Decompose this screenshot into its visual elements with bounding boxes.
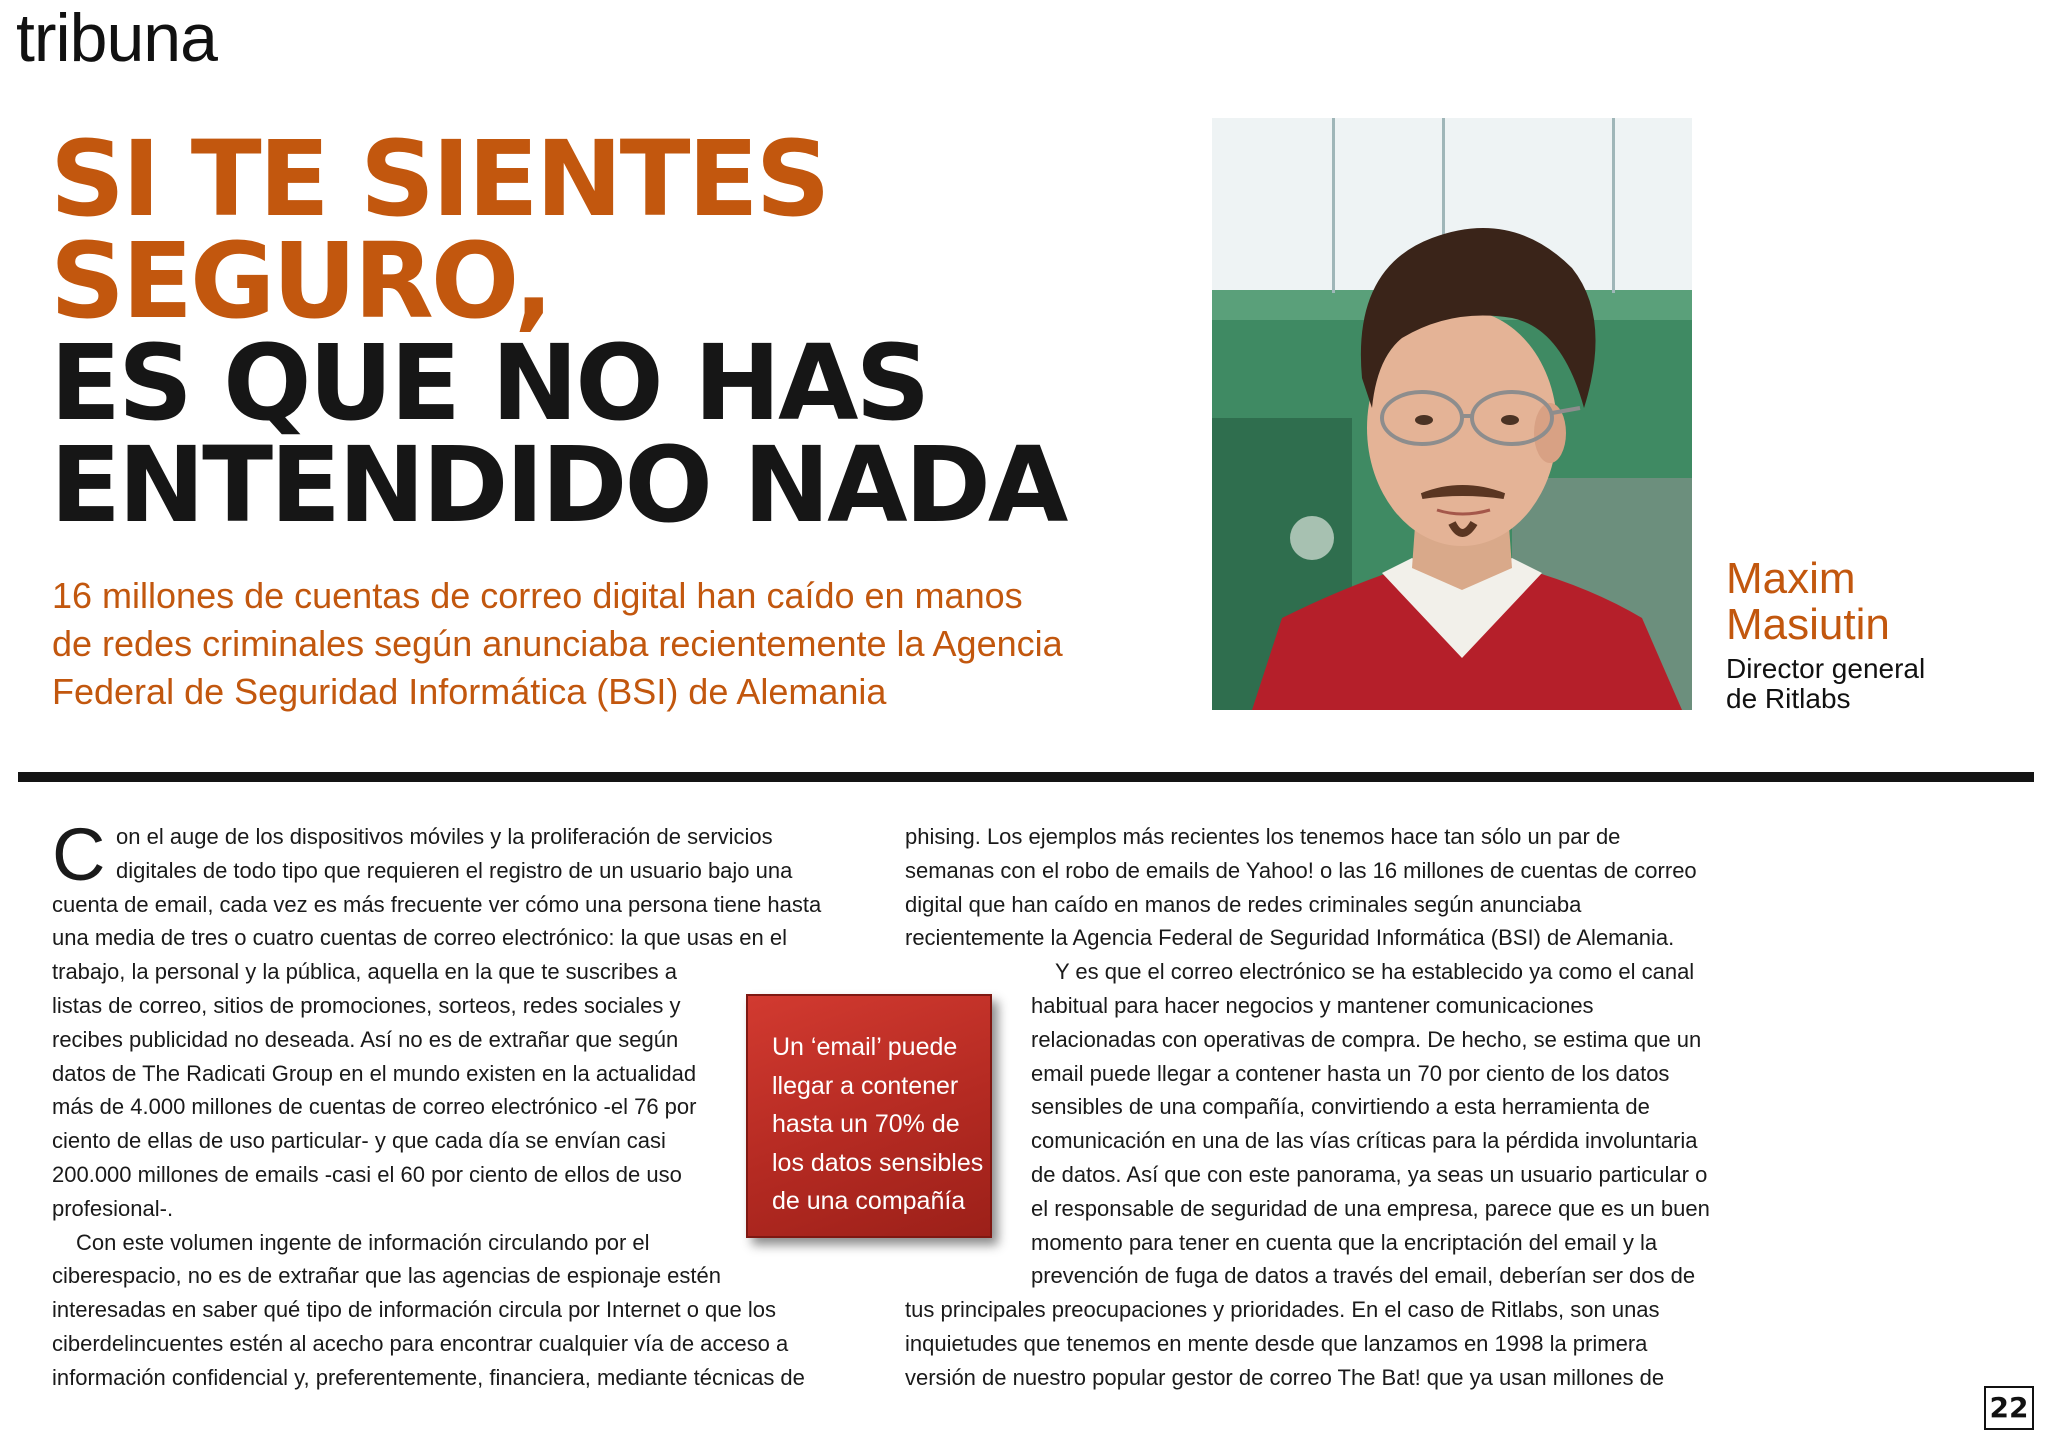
body-line: email puede llegar a contener hasta un 70 por ciento de los datos (1031, 1060, 1670, 1086)
body-line: versión de nuestro popular gestor de correo The Bat! que ya usan millones de (905, 1364, 1665, 1390)
body-line: datos de The Radicati Group en el mundo existen en la actualidad (52, 1060, 697, 1086)
body-line: una media de tres o cuatro cuentas de correo electrónico: la que usas en el (52, 925, 788, 951)
article-deck (52, 572, 1182, 716)
body-line: recientemente la Agencia Federal de Seguridad Informática (BSI) de Alemania. (905, 925, 1675, 951)
body-line: digital que han caído en manos de redes criminales según anunciaba (905, 891, 1582, 917)
headline-line: ENTENDIDO NADA (50, 424, 1066, 546)
body-line: ciento de ellas de uso particular- y que cada día se envían casi (52, 1128, 666, 1154)
author-name (1726, 556, 2026, 648)
section-divider (18, 772, 2034, 782)
deck-line: Federal de Seguridad Informática (BSI) de Alemania (52, 671, 887, 712)
body-line: 200.000 millones de emails -casi el 60 por ciento de ellos de uso (52, 1161, 682, 1187)
body-line: más de 4.000 millones de cuentas de correo electrónico -el 76 por (52, 1094, 697, 1120)
author-role (1726, 654, 2026, 714)
body-line: inquietudes que tenemos en mente desde que lanzamos en 1998 la primera (905, 1330, 1648, 1356)
pull-quote-line: de una compañía (772, 1187, 966, 1215)
body-line: tus principales preocupaciones y prioridades. En el caso de Ritlabs, son unas (905, 1297, 1660, 1323)
headline-line: SI TE SIENTES (50, 118, 828, 240)
body-line: profesional-. (52, 1195, 174, 1221)
body-line: comunicación en una de las vías críticas para la pérdida involuntaria (1031, 1128, 1698, 1154)
deck-line: de redes criminales según anunciaba recientemente la Agencia (52, 623, 1063, 664)
body-line: ciberdelincuentes estén al acecho para encontrar cualquier vía de acceso a (52, 1330, 789, 1356)
deck-line: 16 millones de cuentas de correo digital han caído en manos (52, 575, 1023, 616)
body-column-left (52, 813, 822, 1395)
author-name-line: Masiutin (1726, 600, 1890, 649)
body-line: semanas con el robo de emails de Yahoo! o las 16 millones de cuentas de correo (905, 857, 1697, 883)
author-role-line: de Ritlabs (1726, 683, 1851, 714)
body-line: recibes publicidad no deseada. Así no es de extrañar que según (52, 1026, 679, 1052)
author-byline (1726, 556, 2026, 714)
pull-quote-line: Un ‘email’ puede (772, 1033, 958, 1061)
author-name-line: Maxim (1726, 554, 1856, 603)
body-line: el responsable de seguridad de una empresa, parece que es un buen (1031, 1195, 1710, 1221)
body-column-right (905, 820, 1710, 1395)
body-line: Con este volumen ingente de información circulando por el (76, 1229, 650, 1255)
headline-line: ES QUE NO HAS (50, 322, 928, 444)
drop-cap: C (52, 813, 106, 896)
body-line: ciberespacio, no es de extrañar que las agencias de espionaje estén (52, 1263, 722, 1289)
body-line: habitual para hacer negocios y mantener comunicaciones (1031, 992, 1594, 1018)
body-line: listas de correo, sitios de promociones, sorteos, redes sociales y (52, 992, 681, 1018)
body-line: interesadas en saber qué tipo de información circula por Internet o que los (52, 1297, 776, 1323)
body-line: prevención de fuga de datos a través del email, deberían ser dos de (1031, 1263, 1696, 1289)
page-number: 22 (1984, 1386, 2034, 1430)
author-photo (1212, 118, 1692, 710)
body-line: Y es que el correo electrónico se ha establecido ya como el canal (1055, 959, 1695, 985)
pull-quote-line: los datos sensibles (772, 1148, 984, 1177)
body-line: de datos. Así que con este panorama, ya seas un usuario particular o (1031, 1161, 1708, 1187)
body-line: cuenta de email, cada vez es más frecuente ver cómo una persona tiene hasta (52, 891, 822, 917)
body-line: digitales de todo tipo que requieren el registro de un usuario bajo una (116, 857, 793, 883)
author-portrait-illustration (1212, 118, 1692, 710)
body-line: sensibles de una compañía, convirtiendo a esta herramienta de (1031, 1094, 1650, 1120)
section-label: tribuna (16, 0, 217, 76)
body-line: momento para tener en cuenta que la encriptación del email y la (1031, 1229, 1658, 1255)
pull-quote-line: llegar a contener (772, 1071, 959, 1100)
pull-quote-line: hasta un 70% de (772, 1110, 960, 1138)
author-role-line: Director general (1726, 653, 1926, 684)
body-line: trabajo, la personal y la pública, aquella en la que te suscribes a (52, 959, 677, 985)
body-line: información confidencial y, preferentemente, financiera, mediante técnicas de (52, 1364, 805, 1390)
body-line: relacionadas con operativas de compra. De hecho, se estima que un (1031, 1026, 1702, 1052)
headline-line: SEGURO, (50, 220, 551, 342)
headline (50, 118, 1170, 546)
body-line: on el auge de los dispositivos móviles y la proliferación de servicios (116, 824, 773, 849)
body-line: phising. Los ejemplos más recientes los tenemos hace tan sólo un par de (905, 824, 1621, 849)
